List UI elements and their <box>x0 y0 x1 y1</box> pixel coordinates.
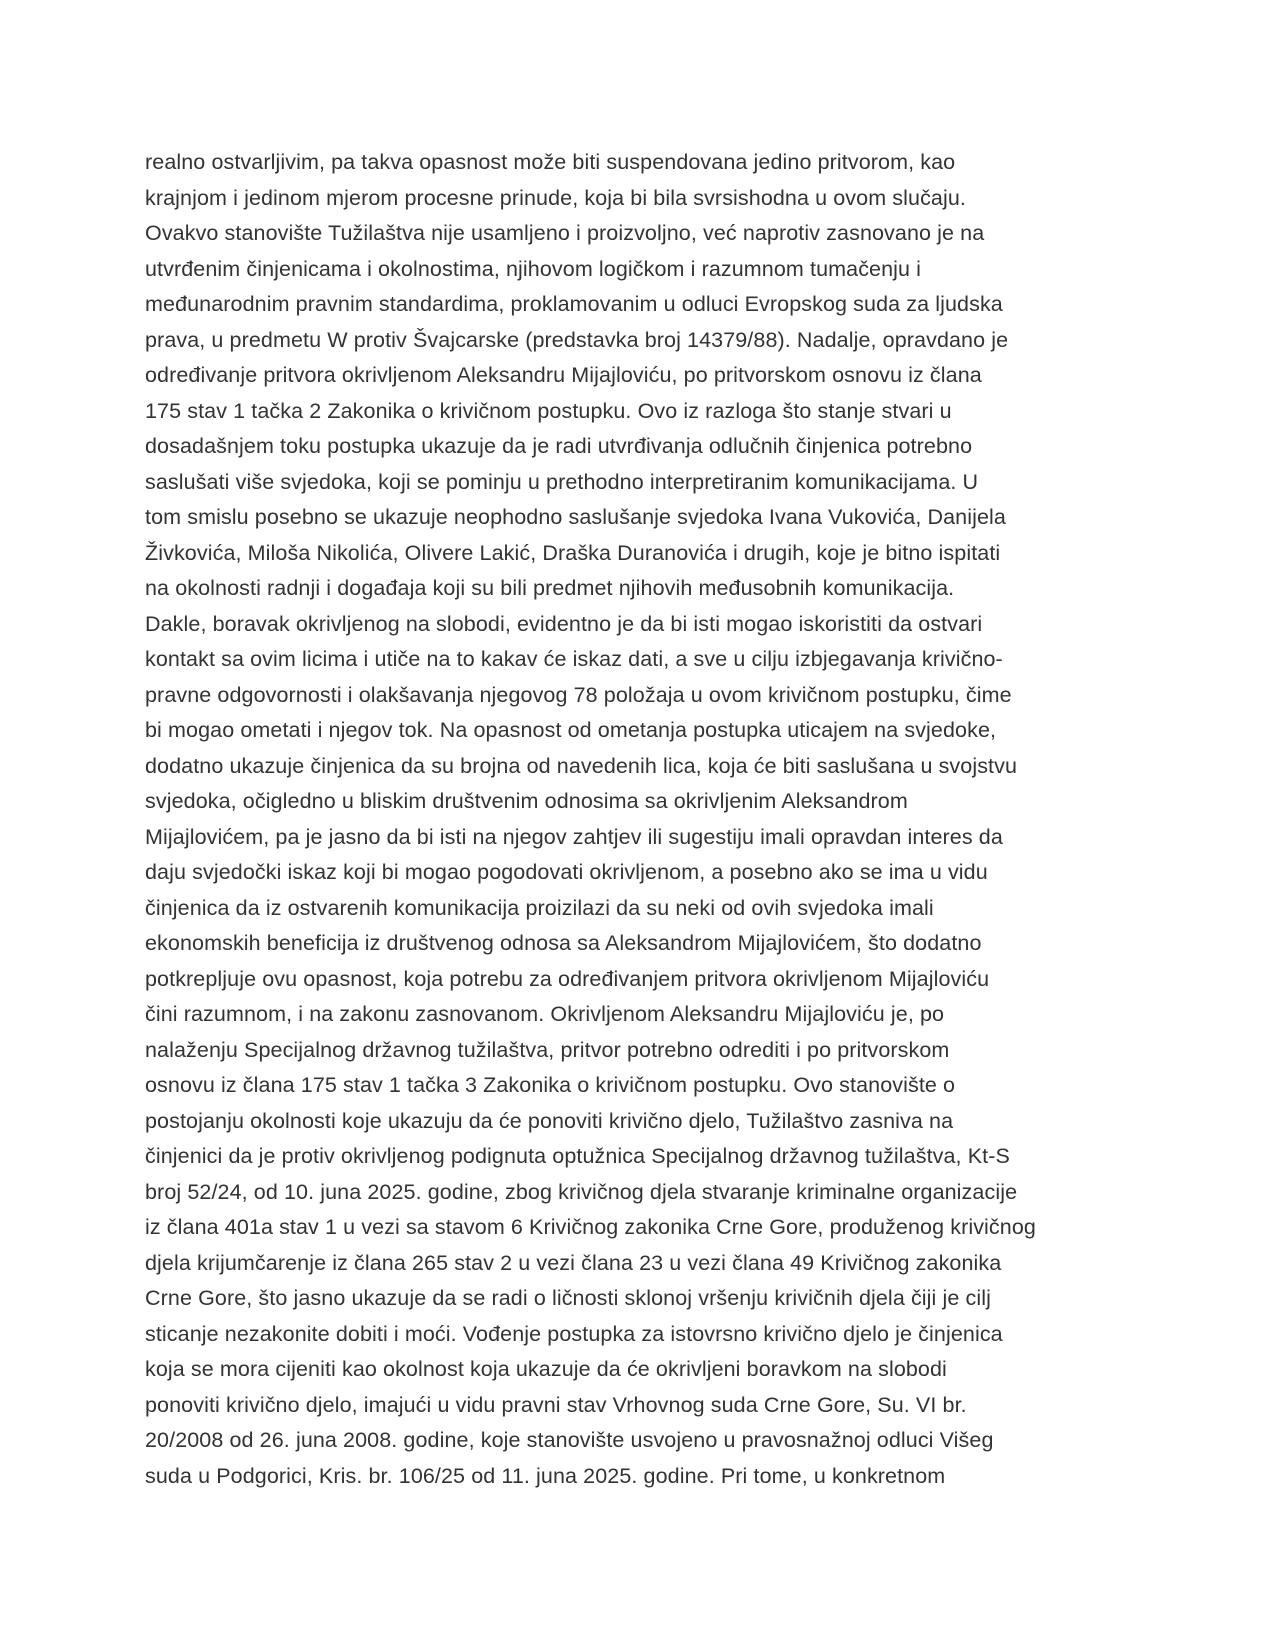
text-line: postojanju okolnosti koje ukazuju da će ponoviti krivično djelo, Tužilaštvo zasniva na <box>145 1108 954 1133</box>
text-line: međunarodnim pravnim standardima, proklamovanim u odluci Evropskog suda za ljudska <box>145 292 1003 316</box>
text-line: iz člana 401a stav 1 u vezi sa stavom 6 Krivičnog zakonika Crne Gore, produženog krivičnog <box>145 1215 1036 1239</box>
text-line: ponoviti krivično djelo, imajući u vidu pravni stav Vrhovnog suda Crne Gore, Su. VI br. <box>145 1392 967 1417</box>
text-line: bi mogao ometati i njegov tok. Na opasnost od ometanja postupka uticajem na svjedoke, <box>145 718 997 742</box>
text-line: Mijajlovićem, pa je jasno da bi isti na njegov zahtjev ili sugestiju imali opravdan interes da <box>145 824 1003 849</box>
text-line: činjenici da je protiv okrivljenog podignuta optužnica Specijalnog državnog tužilaštva, Kt-S <box>145 1144 1010 1168</box>
text-line: koja se mora cijeniti kao okolnost koja ukazuje da će okrivljeni boravkom na slobodi <box>145 1357 947 1381</box>
text-line: dosadašnjem toku postupka ukazuje da je radi utvrđivanja odlučnih činjenica potrebno <box>145 434 973 458</box>
text-line: Živkovića, Miloša Nikolića, Olivere Lakić, Draška Duranovića i drugih, koje je bitno ispitati <box>145 540 1001 565</box>
text-line: dodatno ukazuje činjenica da su brojna od navedenih lica, koja će biti saslušana u svojstvu <box>145 753 1018 778</box>
text-line: određivanje pritvora okrivljenom Aleksandru Mijajloviću, po pritvorskom osnovu iz člana <box>145 363 982 387</box>
text-line: osnovu iz člana 175 stav 1 tačka 3 Zakonika o krivičnom postupku. Ovo stanovište o <box>145 1073 956 1097</box>
text-line: pravne odgovornosti i olakšavanja njegovog 78 položaja u ovom krivičnom postupku, čime <box>145 682 1012 707</box>
text-line: 175 stav 1 tačka 2 Zakonika o krivičnom postupku. Ovo iz razloga što stanje stvari u <box>145 398 952 423</box>
text-line: 20/2008 od 26. juna 2008. godine, koje stanovište usvojeno u pravosnažnoj odluci Višeg <box>145 1428 994 1452</box>
text-line: na okolnosti radnji i događaja koji su bili predmet njihovih međusobnih komunikacija. <box>145 576 955 600</box>
text-line: utvrđenim činjenicama i okolnostima, njihovom logičkom i razumnom tumačenju i <box>145 256 922 281</box>
text-line: prava, u predmetu W protiv Švajcarske (predstavka broj 14379/88). Nadalje, opravdano je <box>145 327 1009 352</box>
text-line: suda u Podgorici, Kris. br. 106/25 od 11. juna 2025. godine. Pri tome, u konkretnom <box>145 1463 946 1488</box>
text-line: saslušati više svjedoka, koji se pominju u prethodno interpretiranim komunikacijama. U <box>145 469 979 494</box>
document-text <box>145 145 1195 1494</box>
text-line: Ovakvo stanovište Tužilaštva nije usamljeno i proizvoljno, već naprotiv zasnovano je na <box>145 221 985 245</box>
text-line: tom smislu posebno se ukazuje neophodno saslušanje svjedoka Ivana Vukovića, Danijela <box>145 505 1006 529</box>
text-line: djela krijumčarenje iz člana 265 stav 2 u vezi člana 23 u vezi člana 49 Krivičnog zakonika <box>145 1250 1002 1275</box>
text-line: sticanje nezakonite dobiti i moći. Vođenje postupka za istovrsno krivično djelo je činjenica <box>145 1321 1003 1346</box>
text-line: svjedoka, očigledno u bliskim društvenim odnosima sa okrivljenim Aleksandrom <box>145 789 908 813</box>
text-line: činjenica da iz ostvarenih komunikacija proizilazi da su neki od ovih svjedoka imali <box>145 895 934 920</box>
text-line: broj 52/24, od 10. juna 2025. godine, zbog krivičnog djela stvaranje kriminalne organizacije <box>145 1179 1018 1204</box>
text-line: nalaženju Specijalnog državnog tužilaštva, pritvor potrebno odrediti i po pritvorskom <box>145 1037 950 1062</box>
text-line: potkrepljuje ovu opasnost, koja potrebu za određivanjem pritvora okrivljenom Mijajloviću <box>145 966 990 991</box>
text-line: realno ostvarljivim, pa takva opasnost može biti suspendovana jedino pritvorom, kao <box>145 150 956 174</box>
text-line: čini razumnom, i na zakonu zasnovanom. Okrivljenom Aleksandru Mijajloviću je, po <box>145 1002 945 1026</box>
text-line: Dakle, boravak okrivljenog na slobodi, evidentno je da bi isti mogao iskoristiti da ostvari <box>145 611 983 636</box>
text-line: Crne Gore, što jasno ukazuje da se radi o ličnosti sklonoj vršenju krivičnih djela čiji je cilj <box>145 1286 991 1310</box>
text-line: krajnjom i jedinom mjerom procesne prinude, koja bi bila svrsishodna u ovom slučaju. <box>145 185 967 210</box>
text-line: ekonomskih beneficija iz društvenog odnosa sa Aleksandrom Mijajlovićem, što dodatno <box>145 931 982 955</box>
text-line: daju svjedočki iskaz koji bi mogao pogodovati okrivljenom, a posebno ako se ima u vidu <box>145 860 988 884</box>
text-line: kontakt sa ovim licima i utiče na to kakav će iskaz dati, a sve u cilju izbjegavanja krivično- <box>145 647 1003 671</box>
